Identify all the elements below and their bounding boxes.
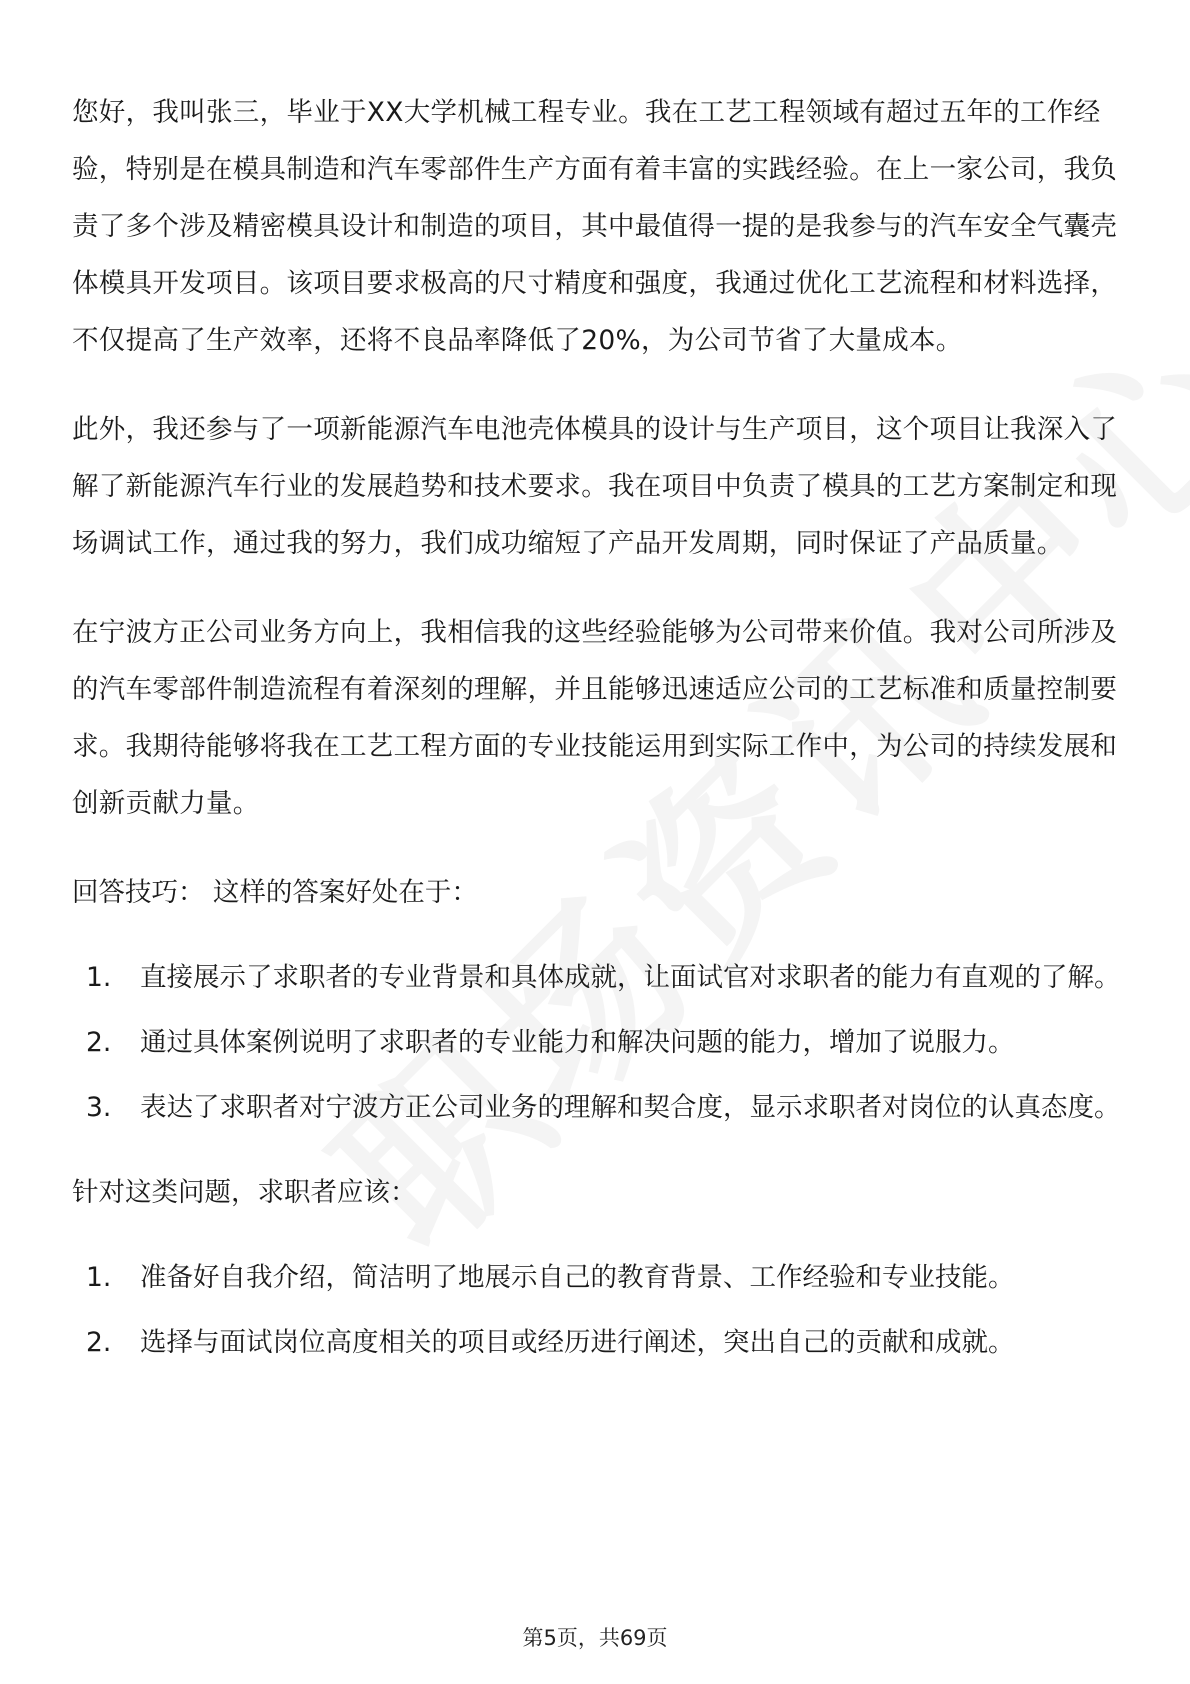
list-item bbox=[86, 1249, 1122, 1306]
list-item-number: 1. bbox=[86, 962, 112, 993]
list-item-text: 直接展示了求职者的专业背景和具体成就，让面试官对求职者的能力有直观的了解。 bbox=[140, 962, 1121, 993]
list-item-number: 2. bbox=[86, 1327, 112, 1358]
advice-label: 针对这类问题，求职者应该： bbox=[72, 1177, 417, 1208]
list-item-text: 选择与面试岗位高度相关的项目或经历进行阐述，突出自己的贡献和成就。 bbox=[140, 1327, 1015, 1358]
paragraph-intro: 您好，我叫张三，毕业于XX大学机械工程专业。我在工艺工程领域有超过五年的工作经验，特别是在模具制造和汽车零部件生产方面有着丰富的实践经验。在上一家公司，我负责了多个涉及精密模具设计和制造的项目，其中最值得一提的是我参与的汽车安全气囊壳体模具开发项目。该项目要求极高的尺寸精度和强度，我通过优化工艺流程和材料选择，不仅提高了生产效率，还将不良品率降低了20%，为公司节省了大量成本。 bbox=[72, 97, 1118, 356]
list-item bbox=[86, 1314, 1122, 1371]
list-item bbox=[86, 949, 1122, 1006]
list-item bbox=[86, 1079, 1122, 1136]
list-item bbox=[86, 1014, 1122, 1071]
tips-label: 回答技巧： 这样的答案好处在于： bbox=[72, 877, 478, 908]
list-item-number: 3. bbox=[86, 1092, 112, 1123]
list-item-number: 1. bbox=[86, 1262, 112, 1293]
paragraph-company-fit: 在宁波方正公司业务方向上，我相信我的这些经验能够为公司带来价值。我对公司所涉及的汽车零部件制造流程有着深刻的理解，并且能够迅速适应公司的工艺标准和质量控制要求。我期待能够将我在工艺工程方面的专业技能运用到实际工作中，为公司的持续发展和创新贡献力量。 bbox=[72, 617, 1118, 819]
list-item-number: 2. bbox=[86, 1027, 112, 1058]
tips-list bbox=[72, 949, 1122, 1136]
paragraph-new-energy-project: 此外，我还参与了一项新能源汽车电池壳体模具的设计与生产项目，这个项目让我深入了解了新能源汽车行业的发展趋势和技术要求。我在项目中负责了模具的工艺方案制定和现场调试工作，通过我的努力，我们成功缩短了产品开发周期，同时保证了产品质量。 bbox=[72, 414, 1118, 559]
page-content bbox=[72, 84, 1122, 1399]
list-item-text: 准备好自我介绍，简洁明了地展示自己的教育背景、工作经验和专业技能。 bbox=[140, 1262, 1015, 1293]
list-item-text: 表达了求职者对宁波方正公司业务的理解和契合度，显示求职者对岗位的认真态度。 bbox=[140, 1092, 1121, 1123]
advice-list bbox=[72, 1249, 1122, 1371]
page-number-footer: 第5页，共69页 bbox=[522, 1626, 668, 1650]
list-item-text: 通过具体案例说明了求职者的专业能力和解决问题的能力，增加了说服力。 bbox=[140, 1027, 1015, 1058]
